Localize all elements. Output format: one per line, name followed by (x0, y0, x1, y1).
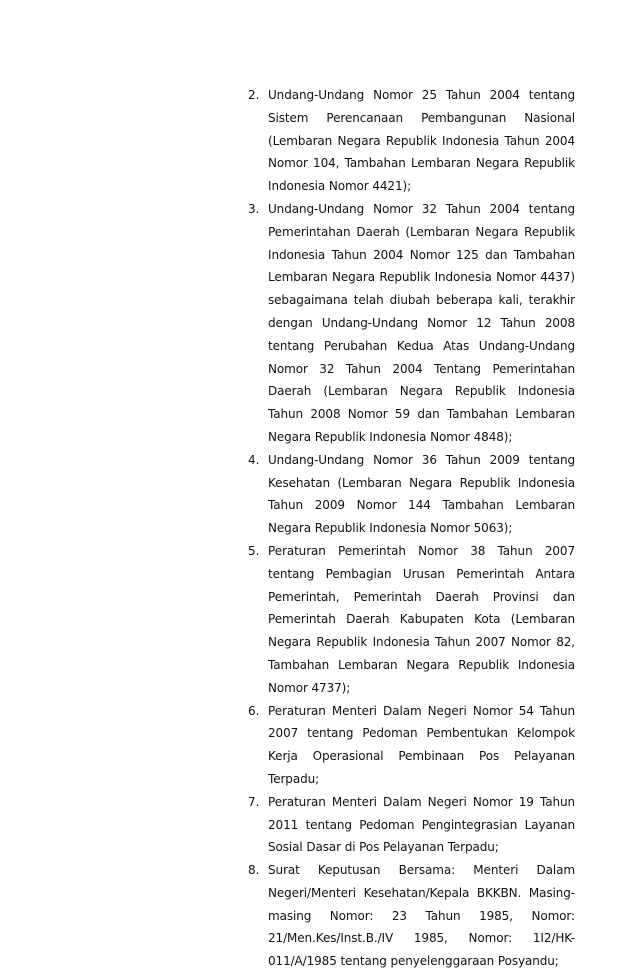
list-item (248, 700, 575, 791)
list-item-number: 8. (248, 863, 260, 878)
list-item-number: 5. (248, 543, 260, 558)
list-item-number: 4. (248, 452, 260, 467)
list-item-text: Surat Keputusan Bersama: Menteri Dalam Negeri/Menteri Kesehatan/Kepala BKKBN. Masing-masing Nomor: 23 Tahun 1985, Nomor: 21/Men.Kes/Inst.B./IV 1985, Nomor: 1I2/HK-011/A/1985 tentang penyelenggaraan Posyandu; (268, 863, 575, 969)
list-item-text: Peraturan Menteri Dalam Negeri Nomor 54 Tahun 2007 tentang Pedoman Pembentukan Kelompok Kerja Operasional Pembinaan Pos Pelayanan Terpadu; (268, 703, 575, 786)
list-item (248, 540, 575, 700)
list-item (248, 449, 575, 540)
list-item (248, 198, 575, 449)
list-item-number: 7. (248, 794, 260, 809)
list-item-text: Undang-Undang Nomor 32 Tahun 2004 tentang Pemerintahan Daerah (Lembaran Negara Republik Indonesia Tahun 2004 Nomor 125 dan Tambahan Lembaran Negara Republik Indonesia Nomor 4437) sebagaimana telah diubah beberapa kali, terakhir dengan Undang-Undang Nomor 12 Tahun 2008 tentang Perubahan Kedua Atas Undang-Undang Nomor 32 Tahun 2004 Tentang Pemerintahan Daerah (Lembaran Negara Republik Indonesia Tahun 2008 Nomor 59 dan Tambahan Lembaran Negara Republik Indonesia Nomor 4848); (268, 201, 575, 444)
list-item-text: Undang-Undang Nomor 25 Tahun 2004 tentang Sistem Perencanaan Pembangunan Nasional (Lembaran Negara Republik Indonesia Tahun 2004 Nomor 104, Tambahan Lembaran Negara Republik Indonesia Nomor 4421); (268, 88, 575, 194)
list-item (248, 84, 575, 198)
list-item (248, 859, 575, 973)
list-item-number: 6. (248, 703, 260, 718)
list-item-text: Peraturan Pemerintah Nomor 38 Tahun 2007 tentang Pembagian Urusan Pemerintah Antara Pemerintah, Pemerintah Daerah Provinsi dan Pemerintah Daerah Kabupaten Kota (Lembaran Negara Republik Indonesia Tahun 2007 Nomor 82, Tambahan Lembaran Negara Republik Indonesia Nomor 4737); (268, 543, 575, 695)
list-item-number: 2. (248, 88, 260, 102)
list-item (248, 791, 575, 859)
list-item-text: Undang-Undang Nomor 36 Tahun 2009 tentang Kesehatan (Lembaran Negara Republik Indonesia Tahun 2009 Nomor 144 Tambahan Lembaran Negara Republik Indonesia Nomor 5063); (268, 452, 575, 536)
regulation-list (248, 84, 575, 973)
list-item-text: Peraturan Menteri Dalam Negeri Nomor 19 Tahun 2011 tentang Pedoman Pengintegrasian Layanan Sosial Dasar di Pos Pelayanan Terpadu; (268, 794, 575, 855)
list-item-number: 3. (248, 201, 260, 216)
